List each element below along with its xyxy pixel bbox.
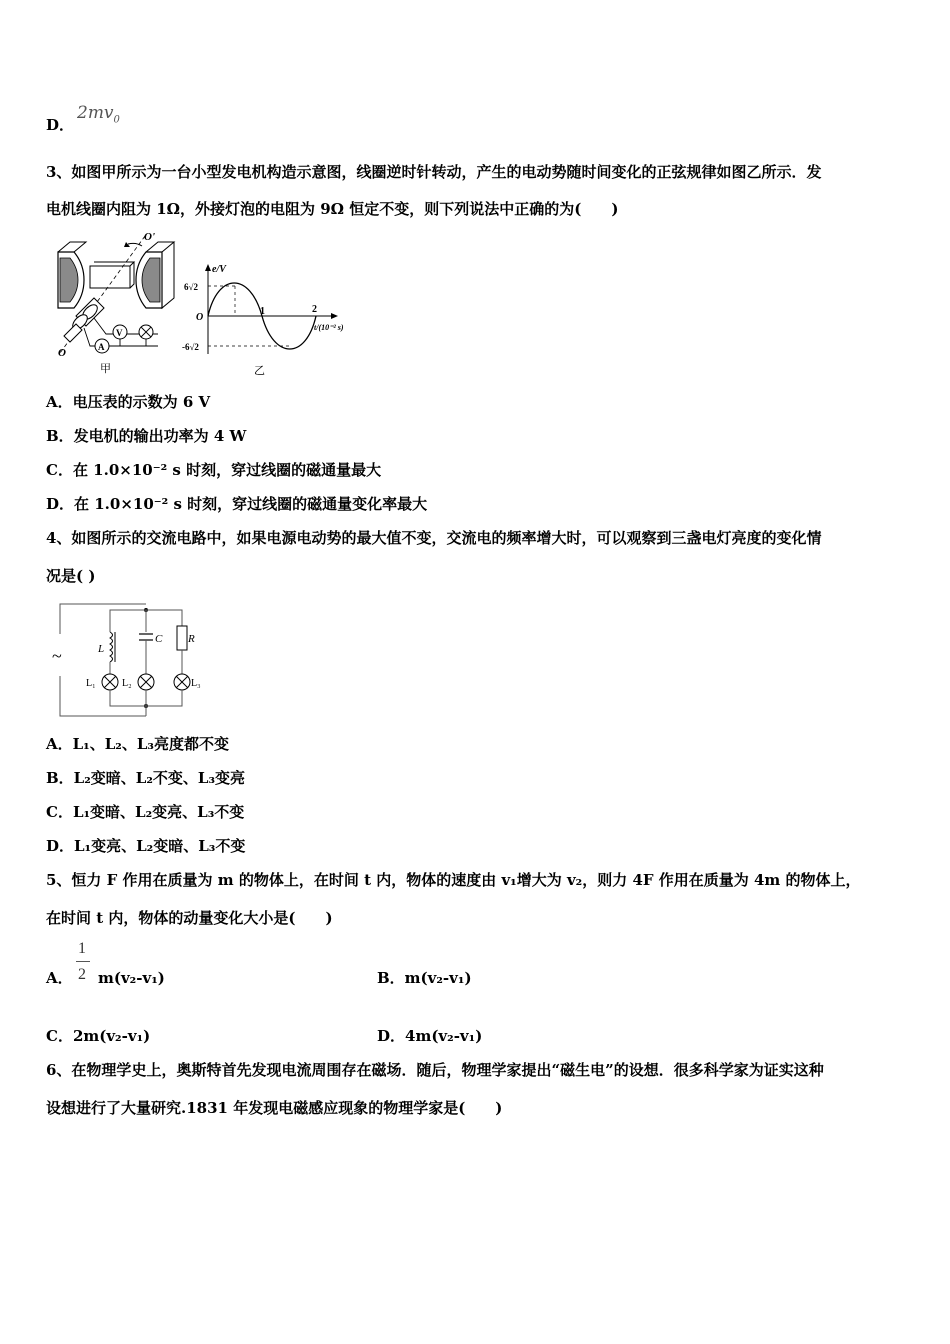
prev-option-d-formula [77, 103, 120, 125]
q5-option-a-frac-den: 2 [78, 966, 86, 983]
prev-option-d [46, 115, 74, 135]
q6-line2: 设想进行了大量研究.1831 年发现电磁感应现象的物理学家是( ) [46, 1099, 503, 1117]
q5-option-d: D．4m(v₂-v₁) [377, 1027, 483, 1045]
prev-option-d-label: D． [46, 116, 75, 134]
q5-option-a-text: m(v₂-v₁) [98, 969, 165, 987]
axis-label-top: O' [144, 231, 155, 243]
y-tick-neg: -6√2 [182, 342, 199, 352]
q5-option-a-frac-num: 1 [78, 940, 86, 957]
rotation-arrow [128, 243, 142, 246]
q5-line1: 5、恒力 F 作用在质量为 m 的物体上，在时间 t 内，物体的速度由 v₁增大为 v₂，则力 4F 作用在质量为 4m 的物体上， [46, 871, 861, 889]
rotation-arrowhead [124, 242, 130, 247]
lamp-l2-label: L₂ [122, 678, 132, 689]
lamp-l3-label: L₃ [191, 678, 201, 689]
axis-label-bottom: O [58, 347, 66, 359]
q5-option-c: C．2m(v₂-v₁) [46, 1027, 151, 1045]
q4-option-c: C．L₁变暗、L₂变亮、L₃不变 [46, 803, 245, 821]
origin-label: O [196, 312, 204, 323]
y-axis-label: e/V [212, 264, 226, 275]
q3-line1: 3、如图甲所示为一台小型发电机构造示意图，线圈逆时针转动，产生的电动势随时间变化的正弦规律如图乙所示．发 [46, 163, 822, 181]
resistor-icon [177, 626, 187, 650]
inductor-label: L [98, 643, 105, 655]
x-tick-1: 1 [260, 306, 265, 317]
q4-option-a: A．L₁、L₂、L₃亮度都不变 [46, 735, 229, 753]
q5-option-a-label: A． [46, 969, 73, 987]
x-tick-2: 2 [312, 304, 317, 315]
q3-option-b: B．发电机的输出功率为 4 W [46, 427, 247, 445]
q6-line1: 6、在物理学史上，奥斯特首先发现电流周围存在磁场．随后，物理学家提出“磁生电”的设想．很多科学家为证实这种 [46, 1061, 824, 1079]
formula-sub: 0 [113, 114, 120, 126]
q4-circuit-figure [48, 598, 216, 724]
q3-figure-yi [182, 262, 362, 376]
q3-option-a: A．电压表的示数为 6 V [46, 393, 211, 411]
q5-line2: 在时间 t 内，物体的动量变化大小是( ) [46, 909, 333, 927]
q3-option-d: D．在 1.0×10⁻² s 时刻，穿过线圈的磁通量变化率最大 [46, 495, 428, 513]
capacitor-label: C [155, 633, 163, 645]
branch-l-top [110, 610, 146, 632]
lamp-l1-label: L₁ [86, 678, 96, 689]
q5-option-a-frac-bar [76, 961, 90, 962]
q3-option-c: C．在 1.0×10⁻² s 时刻，穿过线圈的磁通量最大 [46, 461, 382, 479]
figure-yi-caption: 乙 [254, 365, 265, 376]
inductor-icon [110, 632, 113, 662]
ammeter-label: A [98, 342, 105, 352]
q3-figure-jia [50, 228, 180, 376]
ac-source-icon: ~ [52, 646, 62, 666]
branch-r-top [146, 610, 182, 626]
q5-option-b: B．m(v₂-v₁) [377, 969, 472, 987]
q4-option-b: B．L₂变暗、L₂不变、L₃变亮 [46, 769, 246, 787]
q4-line2: 况是( ) [46, 567, 96, 585]
x-axis-arrow [331, 313, 338, 319]
q4-option-d: D．L₁变亮、L₂变暗、L₃不变 [46, 837, 246, 855]
resistor-label: R [188, 633, 195, 645]
x-axis-label: t/(10⁻² s) [314, 323, 344, 332]
shaft-end [64, 324, 82, 342]
q3-line2: 电机线圈内阻为 1Ω，外接灯泡的电阻为 9Ω 恒定不变，则下列说法中正确的为( ) [46, 200, 619, 218]
y-tick-pos: 6√2 [184, 282, 198, 292]
magnet-left-top [58, 242, 86, 252]
y-axis-arrow [205, 264, 211, 271]
wire-top-left [60, 604, 146, 634]
voltmeter-label: V [116, 328, 123, 338]
figure-jia-caption: 甲 [100, 363, 111, 375]
q4-line1: 4、如图所示的交流电路中，如果电源电动势的最大值不变，交流电的频率增大时，可以观察到三盏电灯亮度的变化情 [46, 529, 822, 547]
formula-text: 2mv [77, 103, 114, 123]
